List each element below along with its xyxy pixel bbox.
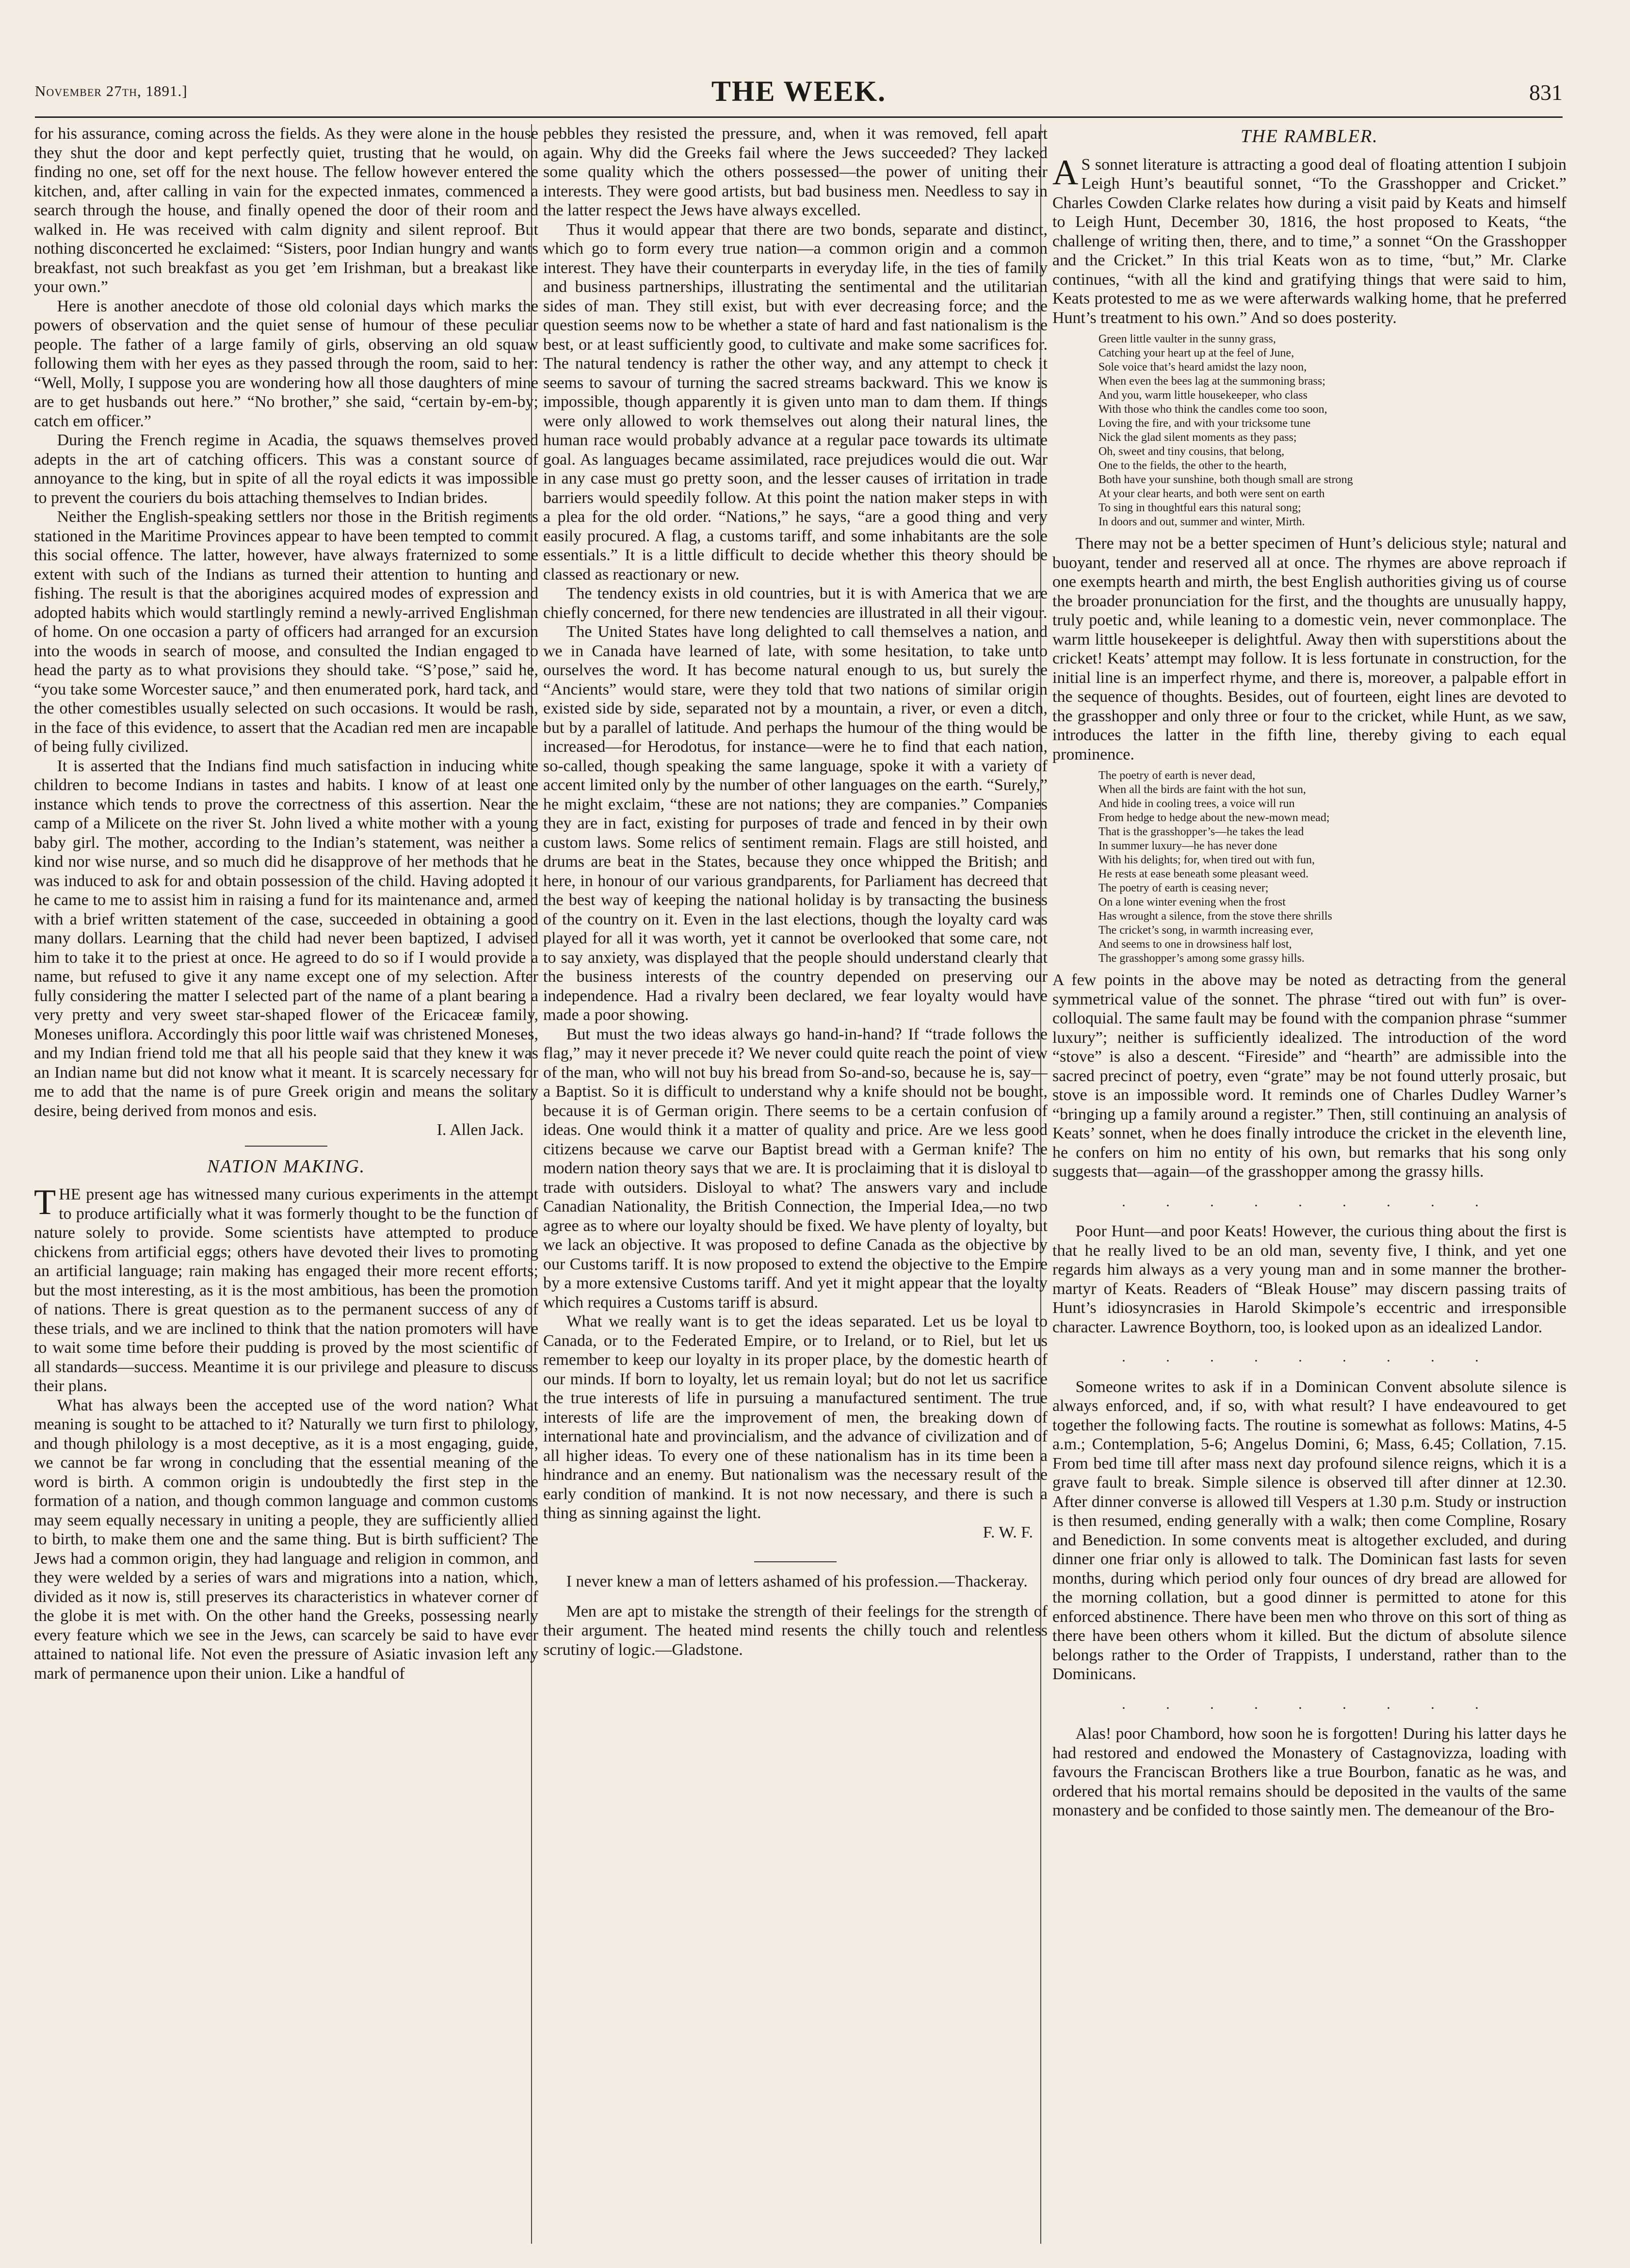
section-dots: . . . . . . . . . <box>1122 1349 1497 1365</box>
page-number: 831 <box>1529 80 1563 105</box>
column-left <box>34 124 538 1683</box>
column-right <box>1052 124 1566 1820</box>
masthead-title: THE WEEK. <box>711 75 887 107</box>
paragraph: Thus it would appear that there are two bonds, separate and distinct, which go to form every true nation—a common origin and a common interest. They have their counterparts in everyday life, in the ties of family and business partnerships, illustrating the sentimental and the utilitarian sides of man. They still exist, but with ever decreasing force; and the question seems now to be whether a state of hard and fast nationalism is the best, or at least sufficiently good, to cultivate and make some sacrifices for. The natural tendency is rather the other way, and any attempt to check it seems to savour of turning the sacred streams backward. This we know is impossible, though apparently it is given unto man to dam them. If things were only allowed to work themselves out along their natural lines, the human race would probably advance at a regular pace towards its ultimate goal. As languages became assimilated, race prejudices would die out. War in any case must go pretty soon, and the lesser causes of irritation in trade barriers would speedily follow. At this point the nation maker steps in with a plea for the old order. “Nations,” he says, “are a good thing and very easily procured. A flag, a customs tariff, and some inhabitants are the sole essentials.” It is a little difficult to decide whether this theory should be classed as reactionary or new. <box>543 220 1048 583</box>
poem-line: From hedge to hedge about the new-mown mead; <box>1098 811 1330 824</box>
poem-keats-sonnet <box>1098 769 1566 966</box>
paragraph: What has always been the accepted use of the word nation? What meaning is sought to be attached to it? Naturally we turn first to philology, and though philology is a most deceptive, as it is a most engaging, guide, we cannot be far wrong in concluding that the essential meaning of the word is birth. A common origin is undoubtedly the first step in the formation of a nation, and though common language and common customs may seem equally necessary in uniting a people, they are sufficiently allied to birth, to make them one and the same thing. But is birth sufficient? The Jews had a common origin, they had language and religion in common, and they were welded by a series of wars and migrations into a nation, which, divided as it now is, still preserves its characteristics in whatever corner of the globe it is met with. On the other hand the Greeks, possessing nearly every feature which we see in the Jews, can scarcely be said to have ever attained to national life. Not even the pressure of Asiatic invasion left any mark of permanence upon their union. Like a handful of <box>34 1396 538 1683</box>
poem-line: At your clear hearts, and both were sent on earth <box>1098 487 1325 500</box>
poem-line: One to the fields, the other to the hearth, <box>1098 459 1287 472</box>
poem-line: And you, warm little housekeeper, who class <box>1098 389 1307 402</box>
poem-hunt-sonnet <box>1098 332 1566 529</box>
paragraph: But must the two ideas always go hand-in-hand? If “trade follows the flag,” may it never precede it? We never could quite reach the point of view of the man, who will not buy his bread from So-and-so, because he is, say—a Baptist. So it is difficult to understand why a knife should not be bought, because it is of German origin. There seems to be a certain confusion of ideas. One would think it a matter of quality and price. Are we less good citizens because we carve our Baptist bread with a German knife? The modern nation theory says that we are. It is proclaiming that it is disloyal to trade with outsiders. Disloyal to what? The answers vary and include Canadian Nationality, the British Connection, the Imperial Idea,—no two agree as to where our loyalty should be fixed. We have plenty of loyalty, but we lack an objective. It was proposed to define Canada as the objective by our Customs tariff. It is now proposed to extend the objective to the Empire by a more extensive Customs tariff. And yet it might appear that the loyalty which requires a Customs tariff is absurd. <box>543 1025 1048 1312</box>
poem-line: Nick the glad silent moments as they pass; <box>1098 431 1297 444</box>
poem-line: That is the grasshopper’s—he takes the lead <box>1098 826 1304 838</box>
poem-line: Both have your sunshine, both though small are strong <box>1098 473 1353 486</box>
poem-line: And seems to one in drowsiness half lost, <box>1098 938 1292 951</box>
paragraph: There may not be a better specimen of Hunt’s delicious style; natural and buoyant, tender and reserved all at once. The rhymes are above reproach if one exempts hearth and mirth, the best English authorities giving us of course the broader pronunciation for the first, and the thoughts are unusually happy, truly poetic and, while leaning to a domestic vein, never commonplace. The warm little housekeeper is delightful. Away then with superstitions about the cricket! Keats’ attempt may follow. It is less fortunate in construction, for the initial line is an imperfect rhyme, and there is, moreover, a palpable effort in the sequence of thoughts. Besides, out of fourteen, eight lines are devoted to the grasshopper and only three or four to the cricket, while Hunt, as we saw, introduces the latter in the fifth line, thereby giving to each equal prominence. <box>1052 535 1566 763</box>
spacer <box>543 1591 1048 1602</box>
poem-line: When all the birds are faint with the hot sun, <box>1098 783 1306 796</box>
poem-line: Sole voice that’s heard amidst the lazy noon, <box>1098 361 1307 373</box>
poem-line: The cricket’s song, in warmth increasing ever, <box>1098 924 1313 937</box>
poem-line: Has wrought a silence, from the stove there shrills <box>1098 910 1332 923</box>
paragraph <box>34 1185 538 1396</box>
paragraph: Alas! poor Chambord, how soon he is forgotten! During his latter days he had restored and endowed the Monastery of Castagnovizza, loading with favours the Franciscan Brothers like a true Bourbon, fanatic as he was, and ordered that his mortal remains should be deposited in the vaults of the same monastery and be confided to those saintly men. The demeanour of the Bro- <box>1052 1725 1566 1819</box>
paragraph: What we really want is to get the ideas separated. Let us be loyal to Canada, or to the Federated Empire, or to Ireland, or to Riel, but let us remember to keep our loyalty in its proper place, by the domestic hearth of our minds. If born to loyalty, let us remain loyal; but do not let us sacrifice the true interests of life in pursuing a manufactured sentiment. The true interests of life are the improvement of men, the breaking down of international hate and provincialism, and the advance of civilization and of all higher ideas. To every one of these nationalism has in its time been a hindrance and an enemy. But nationalism was the necessary result of the early condition of mankind. It is not now necessary, and there is such a thing as sinning against the light. <box>543 1312 1048 1522</box>
article-title-rambler: THE RAMBLER. <box>1241 126 1378 146</box>
paragraph <box>1052 152 1566 328</box>
poem-line: In summer luxury—he has never done <box>1098 840 1277 852</box>
paragraph: Someone writes to ask if in a Dominican Convent absolute silence is always enforced, and, if so, with what result? I have endeavoured to get together the following facts. The routine is somewhat as follows: Matins, 4-5 a.m.; Contemplation, 5-6; Angelus Domini, 6; Mass, 6.45; Collation, 7.15. From bed time till after mass next day profound silence reigns, which it is a grave fault to break. Simple silence is observed till after dinner at 12.30. After dinner converse is allowed till Vespers at 1.30 p.m. Study or instruction is then resumed, ending generally with a walk; then come Compline, Rosary and Benediction. In some convents meat is altogether excluded, and during dinner one friar only is allowed to talk. The Dominican fast lasts for seven months, during which period only four ounces of dry bread are allowed for the morning collation, but a good dinner is permitted to atone for this enforced abstinence. There have been men who throve on this sort of thing as there have been others whom it killed. But the dictum of absolute silence belongs rather to the Order of Trappists, I understand, rather than to the Dominicans. <box>1052 1377 1566 1683</box>
paragraph: During the French regime in Acadia, the squaws themselves proved adepts in the art of catching officers. This was a constant source of annoyance to the king, but in spite of all the royal edicts it was impossible to prevent the couriers du bois attaching themselves to Indian brides. <box>34 431 538 507</box>
section-rule <box>754 1561 837 1562</box>
paragraph-text: HE present age has witnessed many curious experiments in the attempt to produce artificially what it was formerly thought to be the function of nature solely to provide. Some scientists have attempted to produce chickens from artificial eggs; others have devoted their lives to promoting an artificial language; rain making has engaged their more recent efforts; but the most interesting, as it is the most ambitious, has been the promotion of nations. There is great question as to the permanent success of any of these trials, and we are inclined to think that the nation promoters will have to wait some time before their pudding is proved by the most scientific of all standards—success. Meantime it is our privilege and pleasure to discuss their plans. <box>34 1185 538 1395</box>
paragraph-text: S sonnet literature is attracting a good deal of floating attention I subjoin Leigh Hunt’s beautiful sonnet, “To the Grasshopper and Cricket.” Charles Cowden Clarke relates how during a visit paid by Keats and himself to Leigh Hunt, December 30, 1816, the host proposed to Keats, “the challenge of writing then, there, and to time,” a sonnet “On the Grasshopper and the Cricket.” In this trial Keats won as to time, “but,” Mr. Clarke continues, “with all the kind and gratifying things that were said to him, Keats protested to me as we were afterwards walking home, that he preferred Hunt’s treatment to his own.” And so does posterity. <box>1052 155 1566 327</box>
poem-line: On a lone winter evening when the frost <box>1098 896 1286 908</box>
paragraph: A few points in the above may be noted as detracting from the general symmetrical value of the sonnet. The phrase “tired out with fun” is over-colloquial. The same fault may be found with the companion phrase “summer luxury”; neither is sufficiently idealized. The introduction of the word “stove” is also a descent. “Fireside” and “hearth” are admissible into the sacred precinct of poetry, even “grate” may be not found utterly prosaic, but stove is an impossible word. It reminds one of Charles Dudley Warner’s “bringing up a family around a register.” Then, still continuing an analysis of Keats’ sonnet, when he does finally introduce the cricket in the eleventh line, he confers on him no entity of his own, but remarks that his song only suggests that—again—of the grasshopper among the grassy hills. <box>1052 971 1566 1181</box>
poem-line: The poetry of earth is never dead, <box>1098 769 1256 782</box>
paragraph: pebbles they resisted the pressure, and, when it was removed, fell apart again. Why did the Greeks fail where the Jews succeeded? They lacked some quality which the others possessed—the power of uniting their interests. They were good artists, but bad business men. Needless to say in the latter respect the Jews have always excelled. <box>543 125 1048 219</box>
author-signature: F. W. F. <box>983 1523 1033 1541</box>
poem-line: The grasshopper’s among some grassy hills. <box>1098 952 1305 965</box>
author-signature: I. Allen Jack. <box>436 1121 524 1139</box>
article-title-nation-making: NATION MAKING. <box>207 1156 366 1177</box>
paragraph: Poor Hunt—and poor Keats! However, the curious thing about the first is that he really lived to be an old man, seventy five, I think, and yet one regards him always as a very young man and in some manner the brother-martyr of Keats. Readers of “Bleak House” may discern passing traits of Hunt’s idiosyncrasies in Harold Skimpole’s eccentric and irresponsible character. Lawrence Boythorn, too, is looked upon as an idealized Landor. <box>1052 1222 1566 1336</box>
paragraph: Here is another anecdote of those old colonial days which marks the powers of observation and the quiet sense of humour of these peculiar people. The father of a large family of girls, observing an old squaw following them with her eyes as they passed through the room, said to her: “Well, Molly, I suppose you are wondering how all those daughters of mine are to get husbands out here.” “No brother,” she said, “certain by-em-by; catch em officer.” <box>34 297 538 430</box>
quotation: Men are apt to mistake the strength of their feelings for the strength of their argument. The heated mind resents the chilly touch and relentless scrutiny of logic.—Gladstone. <box>543 1602 1048 1659</box>
poem-line: Catching your heart up at the feel of June, <box>1098 347 1294 359</box>
paragraph: Neither the English-speaking settlers nor those in the British regiments stationed in the Maritime Provinces appear to have been tempted to commit this social offence. The latter, however, have always fraternized to some extent with such of the Indians as turned their attention to hunting and fishing. The result is that the aborigines acquired modes of expression and adopted habits which would startlingly remind a newly-arrived Englishman of home. On one occasion a party of officers had arranged for an excursion into the woods in search of moose, and consulted the Indian engaged to head the party as to what provisions they should take. “S’pose,” said he, “you take some Worcester sauce,” and then enumerated pork, hard tack, and the other comestibles usually selected on such occasions. It would be rash, in the face of this evidence, to assert that the Acadian red men are incapable of being fully civilized. <box>34 508 538 756</box>
poem-line: To sing in thoughtful ears this natural song; <box>1098 502 1301 514</box>
issue-date: November 27th, 1891.] <box>35 82 188 99</box>
section-rule <box>245 1146 327 1147</box>
poem-line: The poetry of earth is ceasing never; <box>1098 882 1269 894</box>
paragraph: for his assurance, coming across the fields. As they were alone in the house they shut the door and kept perfectly quiet, trusting that he would, on finding no one, set off for the next house. The fellow however entered the kitchen, and, after calling in vain for the expected inmates, commenced a search through the house, and finally opened the door of their room and walked in. He was received with calm dignity and silent reproof. But nothing disconcerted he exclaimed: “Sisters, poor Indian hungry and wants breakfast, not such breakfast as you get ’em Irishman, but a breakast like your own.” <box>34 125 538 296</box>
poem-line: With his delights; for, when tired out with fun, <box>1098 854 1315 866</box>
poem-line: Loving the fire, and with your tricksome tune <box>1098 417 1311 430</box>
poem-line: He rests at ease beneath some pleasant weed. <box>1098 868 1309 880</box>
poem-line: In doors and out, summer and winter, Mirth. <box>1098 516 1305 528</box>
page-header <box>35 73 1563 118</box>
quotation: I never knew a man of letters ashamed of his profession.—Thackeray. <box>566 1572 1028 1590</box>
poem-line: With those who think the candles come too soon, <box>1098 403 1327 416</box>
paragraph: The United States have long delighted to call themselves a nation, and we in Canada have learned of late, with some hesitation, to take unto ourselves the word. It has become natural enough to us, but surely the “Ancients” would stare, were they told that two nations of similar origin existed side by side, separated not by a mountain, a river, or even a ditch, but by a parallel of latitude. And perhaps the humour of the thing would be increased—for Herodotus, for instance—were he to find that each nation, so-called, though speaking the same language, spoke it with a variety of accent limited only by the number of other languages on the earth. “Surely,” he might exclaim, “these are not nations; they are companies.” Companies they are in fact, existing for purposes of trade and fenced in by their own custom laws. Some relics of sentiment remain. Flags are still hoisted, and drums are beat in the States, because they once whipped the British; and here, in honour of our various grandparents, for Parliament has decreed that the best way of keeping the national holiday is by transacting the business of the country on it. Even in the last elections, though the loyalty card was played for all it was worth, yet it cannot be overlooked that some care, not to say anxiety, was displayed that the people should understand clearly that the business interests of the country depended on preserving our independence. Had a rivalry been declared, we fear loyalty would have made a poor showing. <box>543 623 1048 1024</box>
poem-line: Oh, sweet and tiny cousins, that belong, <box>1098 445 1285 458</box>
poem-line: And hide in cooling trees, a voice will run <box>1098 797 1295 810</box>
poem-line: Green little vaulter in the sunny grass, <box>1098 333 1276 345</box>
section-dots: . . . . . . . . . <box>1122 1193 1497 1210</box>
drop-cap: T <box>34 1183 56 1222</box>
paragraph: The tendency exists in old countries, but it is with America that we are chiefly concerned, for there new tendencies are illustrated in all their vigour. <box>543 584 1048 622</box>
paragraph: It is asserted that the Indians find much satisfaction in inducing white children to become Indians in tastes and habits. I know of at least one instance which tends to prove the correctness of this assertion. Near the camp of a Milicete on the river St. John lived a white mother with a young baby girl. The mother, according to the Indian’s statement, was neither a kind nor wise nurse, and so much did he disapprove of her methods that he was induced to ask for and obtain possession of the child. Having adopted it he came to me to assist him in raising a fund for its maintenance and, armed with a brief written statement of the case, succeeded in obtaining a good many dollars. Learning that the child had never been baptized, I advised him to take it to the priest at once. He agreed to do so if I would provide a name, but refused to give it any name except one of my selection. After fully considering the matter I selected part of the name of a plant bearing a very pretty and very sweet star-shaped flower of the Ericaceæ family, Moneses uniflora. Accordingly this poor little waif was christened Moneses, and my Indian friend told me that all his people said that they knew it was an Indian name but did not know what it meant. It is scarcely necessary for me to add that the name is of pure Greek origin and means the solitary desire, being derived from monos and esis. <box>34 757 538 1120</box>
section-dots: . . . . . . . . . <box>1122 1696 1497 1712</box>
poem-line: When even the bees lag at the summoning brass; <box>1098 375 1325 388</box>
drop-cap: A <box>1052 152 1079 193</box>
column-middle <box>543 124 1048 1659</box>
